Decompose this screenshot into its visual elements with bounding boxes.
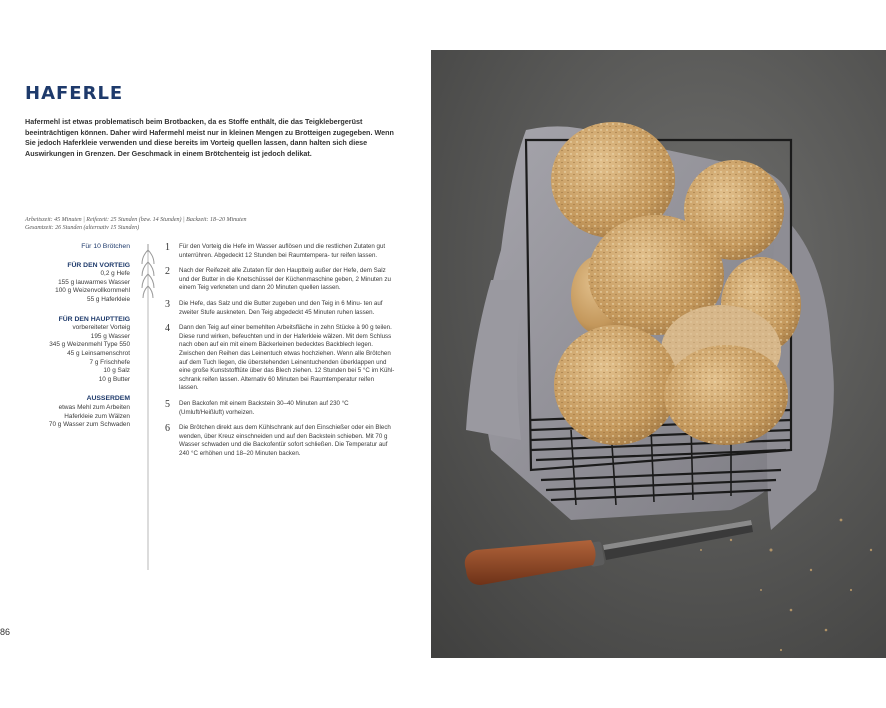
step-number: 4 xyxy=(165,323,170,335)
step-text: Dann den Teig auf einer bemehlten Arbeitsfläche in zehn Stücke à 90 g teilen. Diese rund wirken, befeuchten und in der Haferkleie wälzen. Mit dem Schluss nach oben auf ein mit einem Bäckerleinen bedecktes Backblech legen. Zwischen den Reihen das Leinentuch etwas hochziehen. Wenn alle Brötchen auf dem Tuch liegen, die überstehenden Leinentuchenden überklappen und eine große Kunststofftüte über das Blech ziehen. 12 Stunden bei 5 °C im Kühl- schrank reifen lassen. Alternativ 60 Minuten bei Raumtemperatur reifen lassen. xyxy=(179,324,395,392)
step-text: Nach der Reifezeit alle Zutaten für den Hauptteig außer der Hefe, dem Salz und der Butter in die Knetschüssel der Küchenmaschine geben, 2 Minuten zu einem Teig verkneten und dann 20 Minuten quellen lassen. xyxy=(179,267,391,292)
ingredients-column xyxy=(25,243,130,430)
ausserdem-heading: AUSSERDEM xyxy=(86,395,130,403)
vorteig-heading: FÜR DEN VORTEIG xyxy=(67,261,130,269)
step-5 xyxy=(165,400,395,417)
ingredient-item: 55 g Haferkleie xyxy=(87,295,130,303)
ingredient-item: 10 g Butter xyxy=(98,375,130,383)
step-number: 1 xyxy=(165,242,170,253)
ingredient-item: vorbereiteter Vorteig xyxy=(72,324,130,332)
bread-photo xyxy=(431,50,886,658)
step-text: Für den Vorteig die Hefe im Wasser auflösen und die restlichen Zutaten gut unterrühren. Abgedeckt 12 Stunden bei Raumtempera- tur reifen lassen. xyxy=(179,243,386,259)
page-number: 86 xyxy=(0,627,11,637)
ingredient-item: 45 g Leinsamenschrot xyxy=(67,349,130,357)
step-text: Die Hefe, das Salz und die Butter zugeben und den Teig in 6 Minu- ten auf zweiter Stufe auskneten. Den Teig abgedeckt 45 Minuten ruhen lassen. xyxy=(179,299,383,316)
step-1 xyxy=(165,243,395,260)
instruction-steps xyxy=(165,243,395,465)
ingredient-item: 155 g lauwarmes Wasser xyxy=(58,278,130,286)
ingredient-item: Haferkleie zum Wälzen xyxy=(64,412,130,420)
ingredient-item: 195 g Wasser xyxy=(90,332,130,340)
recipe-title: HAFERLE xyxy=(25,83,124,104)
hauptteig-heading: FÜR DEN HAUPTTEIG xyxy=(58,315,130,323)
ingredient-item: 345 g Weizenmehl Type 550 xyxy=(49,341,130,349)
ingredient-item: 100 g Weizenvollkornmehl xyxy=(55,287,130,295)
time-line-1: Arbeitszeit: 45 Minuten | Reifezeit: 25 Stunden (bzw. 14 Stunden) | Backzeit: 18–20 Minuten xyxy=(25,217,247,223)
time-info xyxy=(25,216,355,232)
ingredient-item: 10 g Salz xyxy=(103,367,130,375)
time-line-2: Gesamtzeit: 26 Stunden (alternativ 15 Stunden) xyxy=(25,225,140,231)
step-number: 3 xyxy=(165,298,170,310)
step-2 xyxy=(165,267,395,293)
step-text: Die Brötchen direkt aus dem Kühlschrank auf den Einschießer oder ein Blech wenden, über Kreuz einschneiden und auf den Backstein schieben. Mit 70 g Wasser schwaden und die Backofentür sofort schließen. Die Temperatur auf 240 °C erhöhen und 18–20 Minuten backen. xyxy=(179,424,391,457)
ingredient-item: 0,2 g Hefe xyxy=(100,270,130,278)
step-3 xyxy=(165,300,395,317)
step-4 xyxy=(165,324,395,393)
step-text: Den Backofen mit einem Backstein 30–40 Minuten auf 230 °C (Umluft/Heißluft) vorheizen. xyxy=(179,399,349,416)
intro-paragraph: Hafermehl ist etwas problematisch beim Brotbacken, da es Stoffe enthält, die das Teigklebergerüst beeinträchtigen können. Daher wird Hafermehl meist nur in kleinen Mengen zu Brotteigen zugegeben. Wenn Sie jedoch Haferkleie verwenden und diese bereits im Vorteig quellen lassen, dann halten sich diese Auswirkungen in Grenzen. Der Geschmack in einem Brötchenteig ist jedoch delikat. xyxy=(25,117,394,158)
step-number: 6 xyxy=(165,423,170,435)
step-6 xyxy=(165,424,395,458)
step-number: 5 xyxy=(165,398,170,410)
left-page xyxy=(0,50,430,660)
yield: Für 10 Brötchen xyxy=(81,243,130,250)
step-number: 2 xyxy=(165,266,170,278)
ingredient-item: etwas Mehl zum Arbeiten xyxy=(58,403,130,411)
ingredient-item: 70 g Wasser zum Schwaden xyxy=(48,421,130,429)
wheat-icon xyxy=(138,240,158,570)
bread-basket-image xyxy=(431,50,886,658)
ingredient-item: 7 g Frischhefe xyxy=(89,358,130,366)
